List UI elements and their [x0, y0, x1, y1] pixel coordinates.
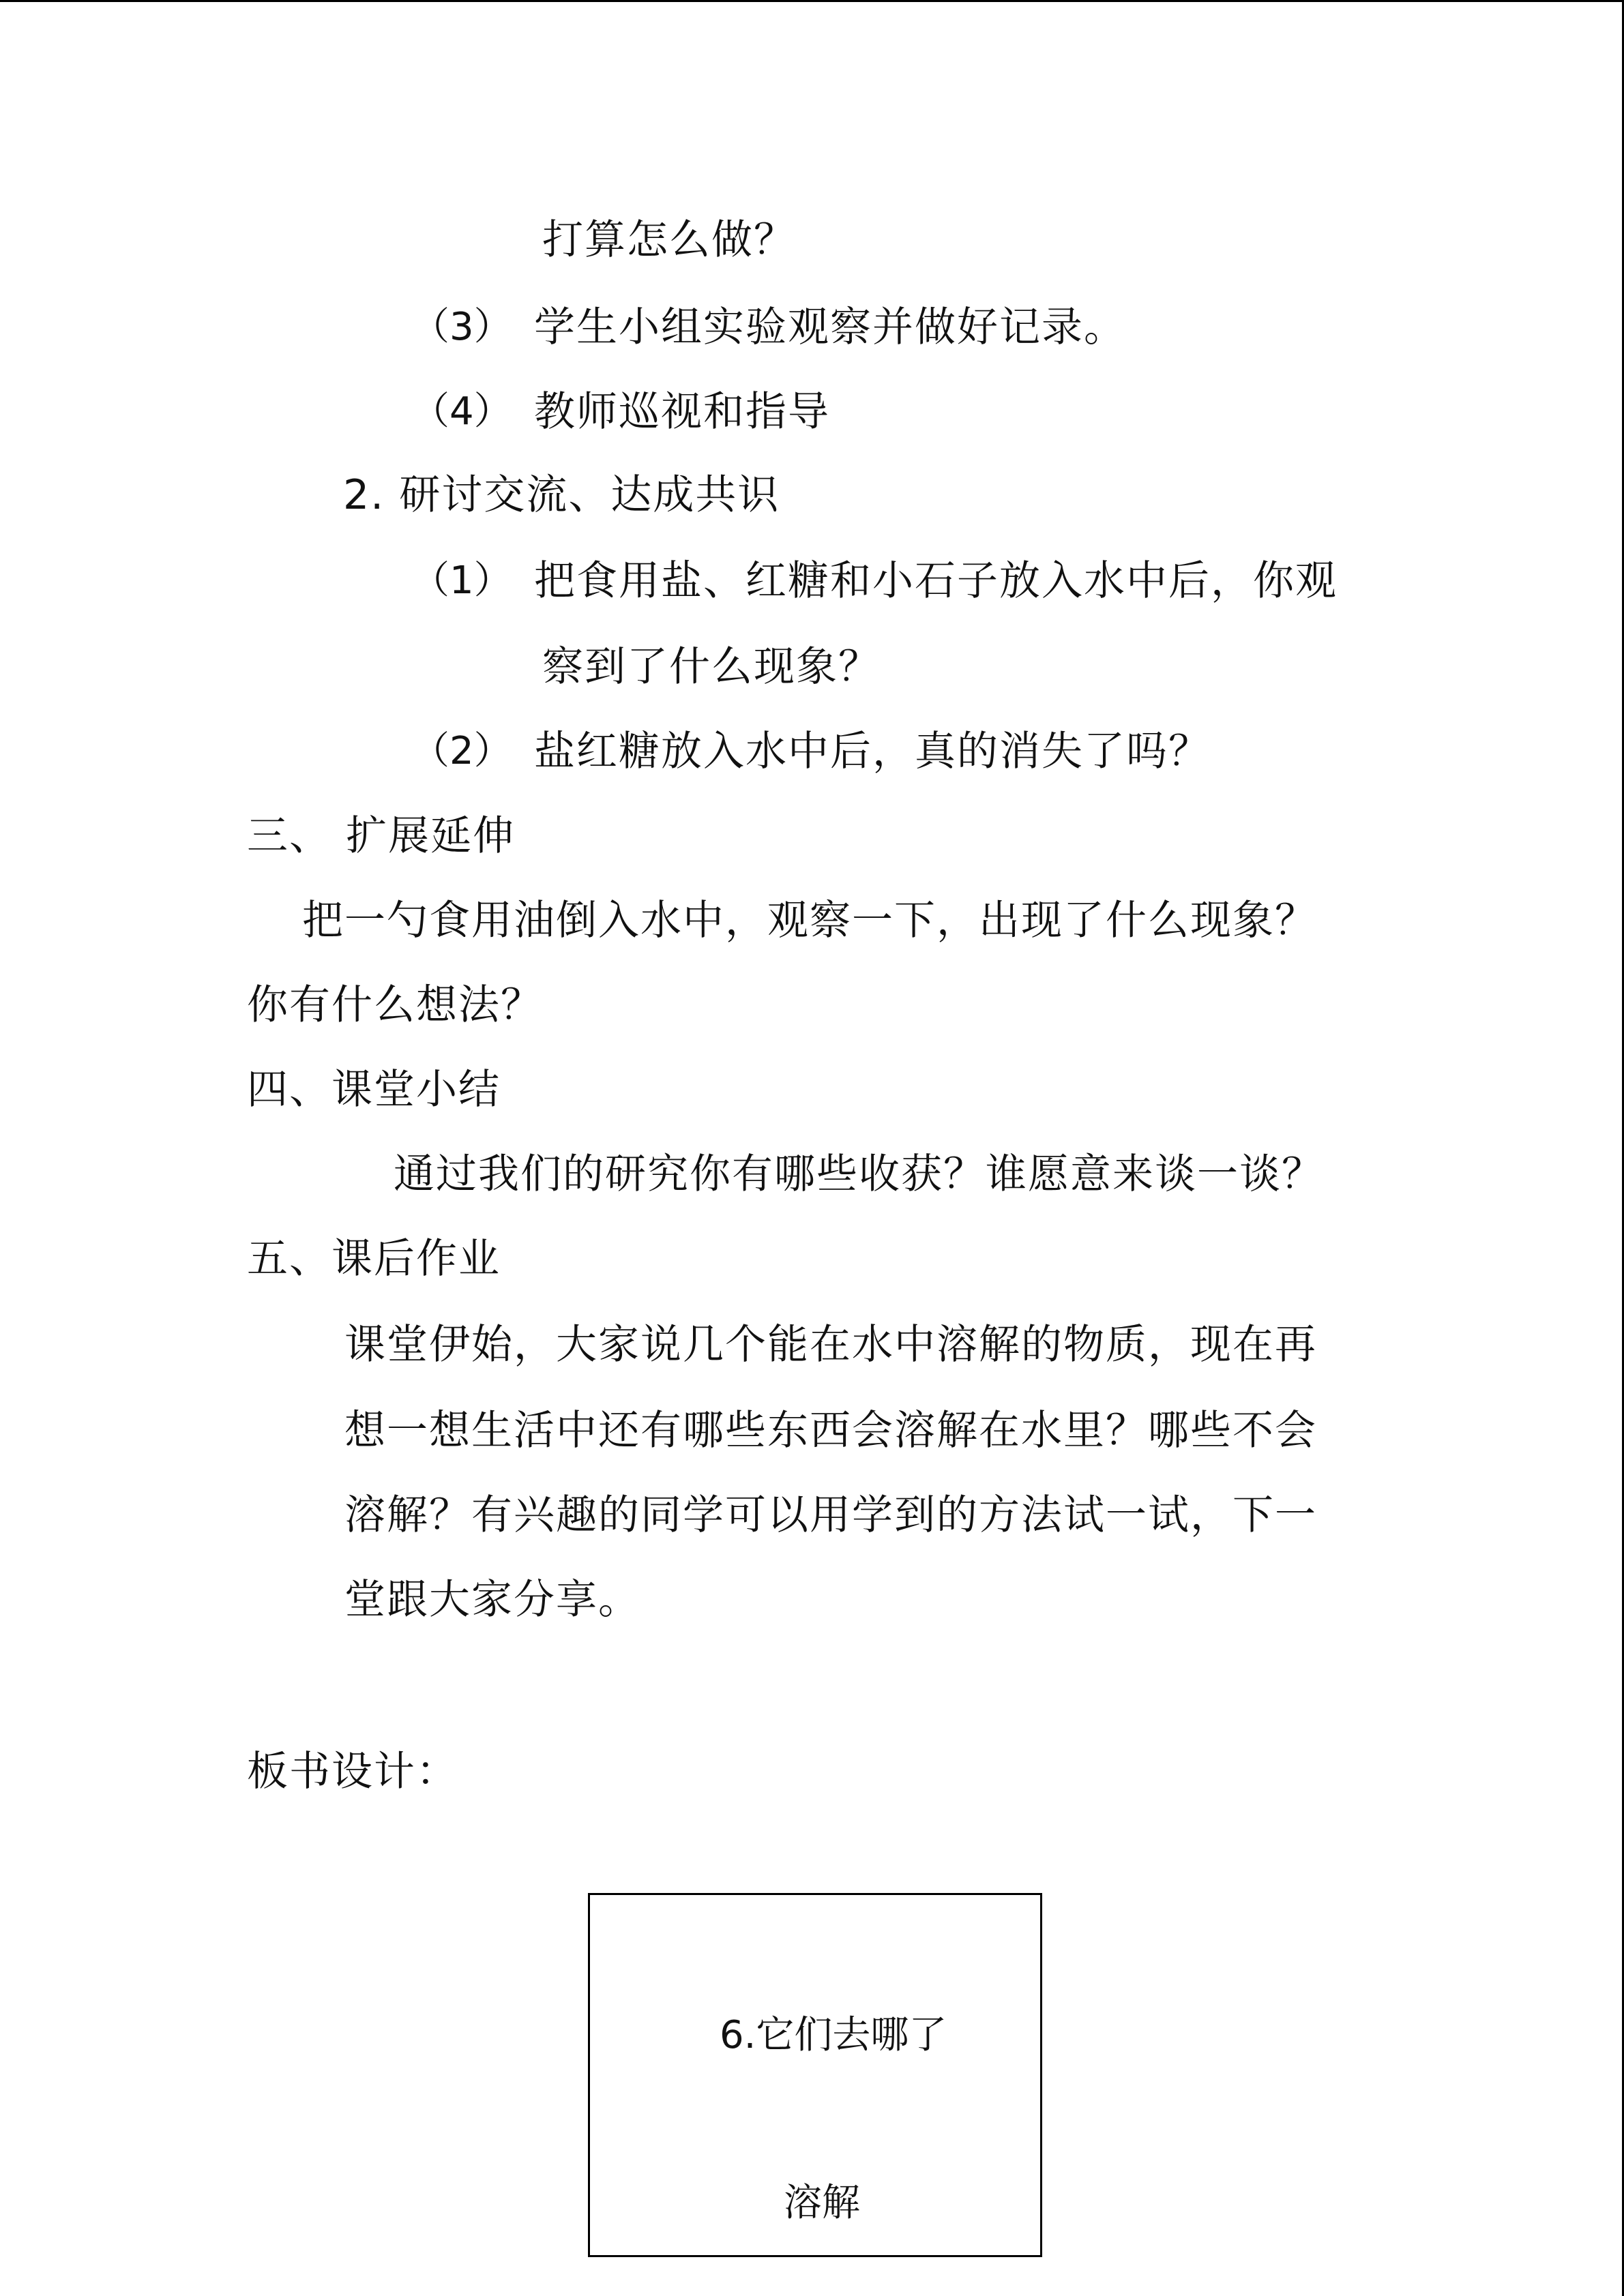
item-number-1: （1）: [411, 558, 512, 603]
homework-text-2: 想一想生活中还有哪些东西会溶解在水里？哪些不会: [344, 1407, 1317, 1455]
item-text-2: 盐红糖放入水中后，真的消失了吗？: [534, 728, 1211, 775]
homework-text-1: 课堂伊始，大家说几个能在水中溶解的物质，现在再: [344, 1321, 1317, 1369]
item-number-2: （2）: [411, 729, 512, 773]
line-plan: 打算怎么做？: [542, 216, 796, 264]
homework-text-4: 堂跟大家分享。: [344, 1576, 640, 1624]
item-text-1-cont: 察到了什么现象？: [542, 643, 881, 691]
section-heading-summary: 四、课堂小结: [247, 1066, 501, 1114]
item-number-3: （3）: [411, 305, 512, 349]
summary-text: 通过我们的研究你有哪些收获？谁愿意来谈一谈？: [394, 1150, 1324, 1198]
board-design-box: [588, 1893, 1042, 2257]
item-text-1: 把食用盐、红糖和小石子放入水中后，你观: [534, 557, 1338, 605]
extension-text-cont: 你有什么想法？: [247, 981, 543, 1029]
section-heading-homework: 五、课后作业: [247, 1235, 501, 1283]
board-keyword: 溶解: [784, 2181, 860, 2225]
item-text-4: 教师巡视和指导: [534, 388, 830, 436]
subheading-discussion: 2. 研讨交流、达成共识: [343, 471, 780, 519]
item-number-4: （4）: [411, 389, 512, 434]
section-heading-extension: 三、 扩展延伸: [247, 812, 516, 860]
homework-text-3: 溶解？有兴趣的同学可以用学到的方法试一试，下一: [344, 1491, 1317, 1539]
extension-text: 把一勺食用油倒入水中，观察一下，出现了什么现象？: [302, 897, 1317, 944]
board-design-label: 板书设计：: [247, 1748, 458, 1795]
board-title: 6.它们去哪了: [720, 2013, 947, 2057]
item-text-3: 学生小组实验观察并做好记录。: [534, 303, 1126, 351]
